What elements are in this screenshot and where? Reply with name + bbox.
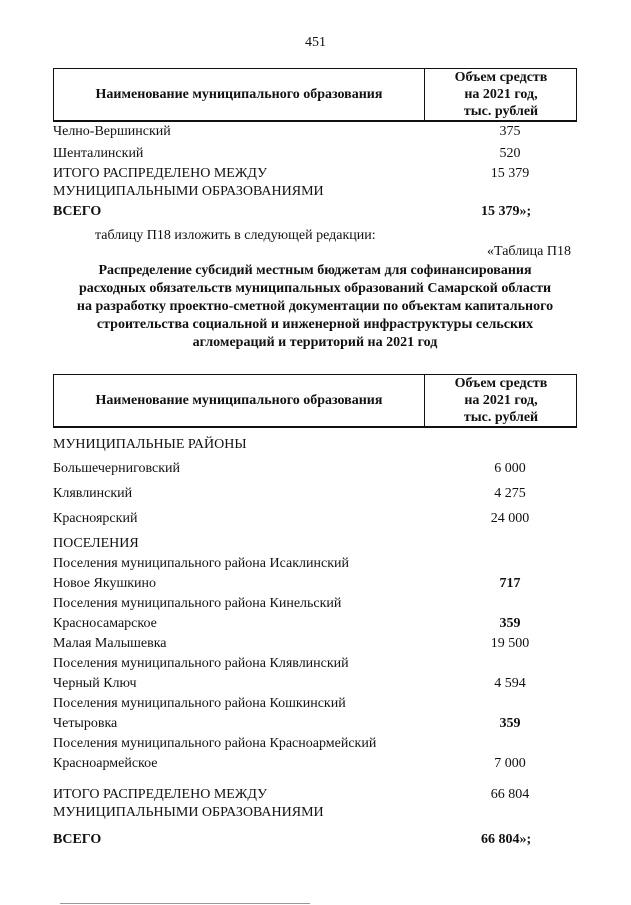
title-line: на разработку проектно-сметной документации по объектам капитального: [76, 299, 554, 314]
total-distributed-label-line1: ИТОГО РАСПРЕДЕЛЕНО МЕЖДУ: [53, 787, 267, 802]
header-amount-line3: тыс. рублей: [463, 104, 539, 119]
grand-total-label: ВСЕГО: [53, 832, 102, 847]
table-row-name: Клявлинский: [53, 486, 133, 501]
table-row-name: Красноярский: [53, 511, 138, 526]
table-row-name: Большечерниговский: [53, 461, 181, 476]
grand-total-value: 15 379»;: [481, 204, 532, 219]
table-row-name: Красносамарское: [53, 616, 157, 631]
header-name-column: Наименование муниципального образования: [95, 86, 383, 102]
table-row-value: 520: [499, 146, 521, 161]
header-amount-line2: на 2021 год,: [464, 393, 538, 408]
table-row-value: 717: [499, 576, 521, 591]
table-reference: «Таблица П18: [487, 244, 571, 259]
settlement-group-label: Поселения муниципального района Кошкинский: [53, 696, 346, 711]
header-amount-column: [424, 375, 577, 426]
table-row-value: 4 275: [494, 486, 526, 501]
table-row-value: 19 500: [490, 636, 530, 651]
header-amount-column: [424, 69, 577, 120]
total-distributed-label-line1: ИТОГО РАСПРЕДЕЛЕНО МЕЖДУ: [53, 166, 267, 181]
title-line: агломераций и территорий на 2021 год: [192, 335, 438, 350]
header-amount-line2: на 2021 год,: [464, 87, 538, 102]
table1-header: [53, 68, 577, 122]
table-row-name: Челно-Вершинский: [53, 124, 171, 139]
table-row-value: 4 594: [494, 676, 526, 691]
page-number: 451: [305, 35, 326, 50]
table-row-name: Черный Ключ: [53, 676, 137, 691]
total-distributed-label-line2: МУНИЦИПАЛЬНЫМИ ОБРАЗОВАНИЯМИ: [53, 184, 324, 199]
table-row-value: 359: [499, 616, 521, 631]
total-distributed-label-line2: МУНИЦИПАЛЬНЫМИ ОБРАЗОВАНИЯМИ: [53, 805, 324, 820]
table-row-value: 7 000: [494, 756, 526, 771]
table-row-name: Малая Малышевка: [53, 636, 167, 651]
table-row-name: Новое Якушкино: [53, 576, 157, 591]
instruction-text: таблицу П18 изложить в следующей редакции:: [95, 228, 376, 243]
total-distributed-value: 15 379: [490, 166, 530, 181]
table-title: [50, 262, 580, 352]
settlement-group-label: Поселения муниципального района Клявлинский: [53, 656, 349, 671]
title-line: строительства социальной и инженерной инфраструктуры сельских: [96, 317, 534, 332]
grand-total-label: ВСЕГО: [53, 204, 102, 219]
table2-header: [53, 374, 577, 428]
title-line: расходных обязательств муниципальных образований Самарской области: [78, 281, 552, 296]
settlement-group-label: Поселения муниципального района Исаклинский: [53, 556, 349, 571]
footer-divider: [60, 903, 310, 904]
table-row-name: Четыровка: [53, 716, 118, 731]
table-row-value: 24 000: [490, 511, 530, 526]
table-row-name: Шенталинский: [53, 146, 144, 161]
grand-total-value: 66 804»;: [481, 832, 532, 847]
table-row-name: Красноармейское: [53, 756, 158, 771]
districts-heading: МУНИЦИПАЛЬНЫЕ РАЙОНЫ: [53, 437, 247, 452]
table-row-value: 359: [499, 716, 521, 731]
total-distributed-value: 66 804: [490, 787, 530, 802]
header-amount-line1: Объем средств: [454, 376, 548, 391]
settlement-group-label: Поселения муниципального района Красноармейский: [53, 736, 377, 751]
settlements-heading: ПОСЕЛЕНИЯ: [53, 536, 139, 551]
table-row-value: 6 000: [494, 461, 526, 476]
header-amount-line3: тыс. рублей: [463, 410, 539, 425]
settlement-group-label: Поселения муниципального района Кинельский: [53, 596, 342, 611]
table-row-value: 375: [499, 124, 521, 139]
header-name-column: Наименование муниципального образования: [95, 392, 383, 408]
header-amount-line1: Объем средств: [454, 70, 548, 85]
title-line: Распределение субсидий местным бюджетам для софинансирования: [98, 263, 532, 278]
